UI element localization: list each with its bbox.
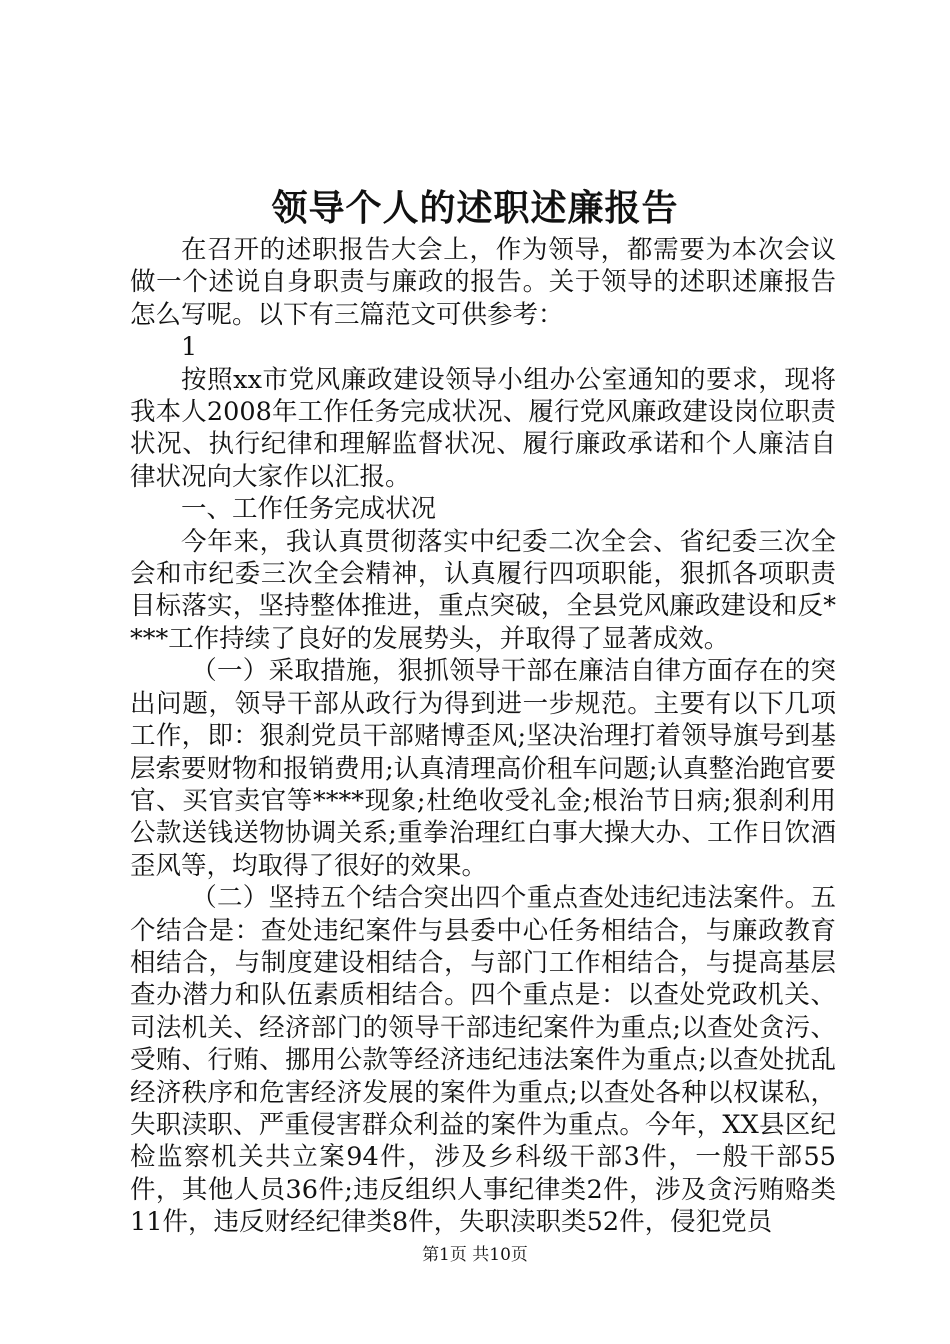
body-paragraph: （一）采取措施，狠抓领导干部在廉洁自律方面存在的突出问题，领导干部从政行为得到进一步规范。主要有以下几项工作，即：狠刹党员干部赌博歪风;坚决治理打着领导旗号到基层索要财物和报销费用;认真清理高价租车问题;认真整治跑官要官、买官卖官等****现象;杜绝收受礼金;根治节日病;狠刹利用公款送钱送物协调关系;重拳治理红白事大操大办、工作日饮酒歪风等，均取得了很好的效果。 [130,656,836,881]
section-heading: 一、工作任务完成状况 [181,494,437,525]
body-paragraph: 按照xx市党风廉政建设领导小组办公室通知的要求，现将我本人2008年工作任务完成状况、履行党风廉政建设岗位职责状况、执行纪律和理解监督状况、履行廉政承诺和个人廉洁自律状况向大家作以汇报。 [130,364,836,492]
intro-paragraph: 在召开的述职报告大会上，作为领导，都需要为本次会议做一个述说自身职责与廉政的报告。关于领导的述职述廉报告怎么写呢。以下有三篇范文可供参考： [130,235,836,330]
document-body [130,234,836,1239]
page-footer: 第1页 共10页 [422,1245,528,1265]
section-number: 1 [181,332,198,363]
body-paragraph: 今年来，我认真贯彻落实中纪委二次全会、省纪委三次全会和市纪委三次全会精神，认真履行四项职能，狠抓各项职责目标落实，坚持整体推进，重点突破，全县党风廉政建设和反****工作持续了良好的发展势头，并取得了显著成效。 [130,526,836,654]
body-paragraph: （二）坚持五个结合突出四个重点查处违纪违法案件。五个结合是：查处违纪案件与县委中心任务相结合，与廉政教育相结合，与制度建设相结合，与部门工作相结合，与提高基层查办潜力和队伍素质相结合。四个重点是：以查处党政机关、司法机关、经济部门的领导干部违纪案件为重点;以查处贪污、受贿、行贿、挪用公款等经济违纪违法案件为重点;以查处扰乱经济秩序和危害经济发展的案件为重点;以查处各种以权谋私，失职渎职、严重侵害群众利益的案件为重点。今年，XX县区纪检监察机关共立案94件，涉及乡科级干部3件，一般干部55件，其他人员36件;违反组织人事纪律类2件，涉及贪污贿赂类11件，违反财经纪律类8件，失职渎职类52件，侵犯党员 [130,883,836,1238]
document-title: 领导个人的述职述廉报告 [271,187,679,229]
